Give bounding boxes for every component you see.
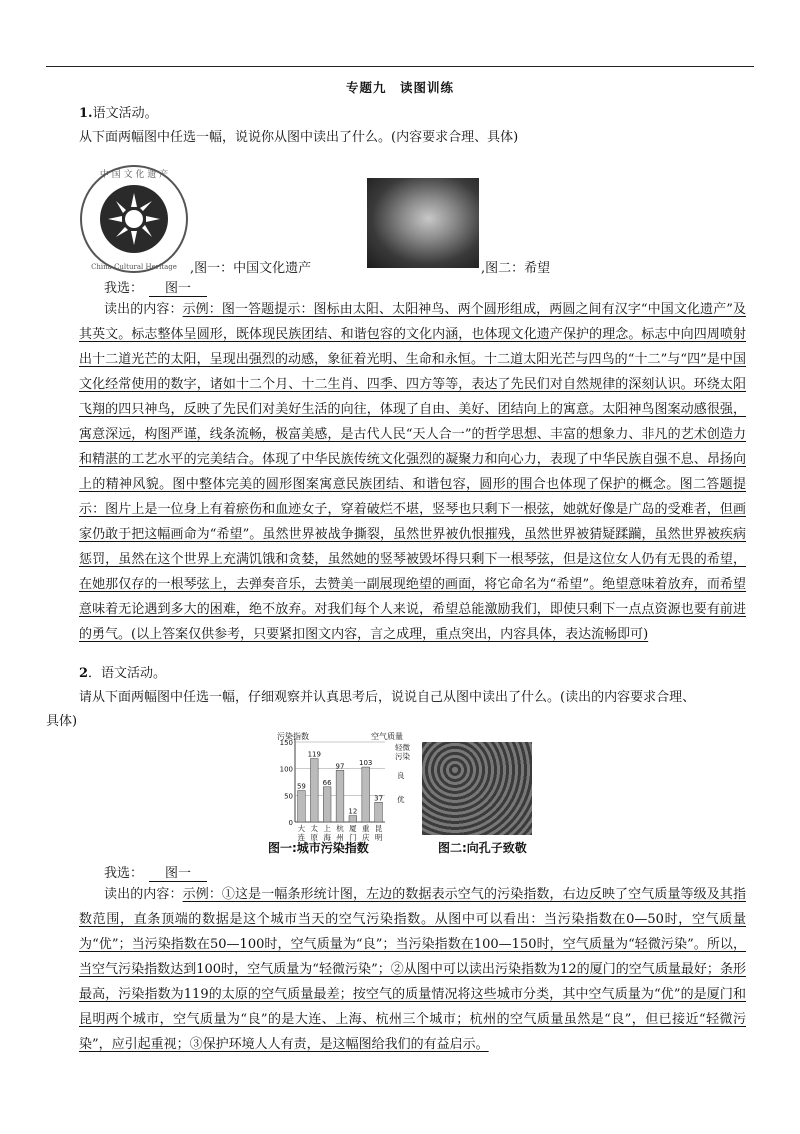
svg-text:China Cultural Heritage: China Cultural Heritage	[91, 263, 177, 271]
q1-answer-text: 示例：图一答题提示：图标由太阳、太阳神鸟、两个圆形组成，两圆之间有汉字“中国文化遗产”及其英文。标志整体呈圆形，既体现民族团结、和谐包容的文化内涵，也体现文化遗产保护的理念。标志中向四周喷射出十二道光芒的太阳，呈现出强烈的动感，象征着光明、生命和永恒。十二道太阳光芒与四鸟的“十二”与“四”是中国文化经常使用的数字，诸如十二个月、十二生肖、四季、四方等等，表达了先民们对自然规律的深刻认识。环绕太阳飞翔的四只神鸟，反映了先民们对美好生活的向往，体现了自由、美好、团结向上的寓意。太阳神鸟图案动感很强，寓意深远，构图严谨，线条流畅，极富美感，是古代人民“天人合一”的哲学思想、丰富的想象力、非凡的艺术创造力和精湛的工艺水平的完美结合。体现了中华民族传统文化强烈的凝聚力和向心力，表现了中华民族自强不息、昂扬向上的精神风貌。图中整体完美的圆形图案寓意民族团结、和谐包容，圆形的围合也体现了保护的概念。图二答题提示：图片上是一位身上有着瘀伤和血迹女子，穿着破烂不堪，竖琴也只剩下一根弦，她就好像是广岛的受难者，但画家仍敢于把这幅画命为“希望”。虽然世界被战争撕裂，虽然世界被仇恨摧残，虽然世界被猜疑蹂躏，虽然世界被疾病惩罚，虽然在这个世界上充满饥饿和贪婪，虽然她的竖琴被毁坏得只剩下一根琴弦，但是这位女人仍有无畏的希望，在她那仅存的一根琴弦上，去弹奏音乐，去赞美一副展现绝望的画面，将它命名为“希望”。绝望意味着放弃，而希望意味着无论遇到多大的困难，绝不放弃。对我们每个人来说，希望总能激励我们，即使只剩下一点点资源也要有前进的勇气。(以上答案仅供参考，只要紧扣图文内容，言之成理，重点突出，内容具体，表达流畅即可)	[79, 302, 746, 642]
q1-select-value: 图一	[149, 277, 207, 297]
q1-answer-block	[79, 297, 746, 647]
bar-1	[310, 759, 318, 822]
q2-answer-text: 示例：①这是一幅条形统计图，左边的数据表示空气的污染指数，右边反映了空气质量等级及其指数范围，直条顶端的数据是这个城市当天的空气污染指数。从图中可以看出：当污染指数在0—50时，空气质量为“优”；当污染指数在50—100时，空气质量为“良”；当污染指数在100—150时，空气质量为“轻微污染”。所以，当空气污染指数达到100时，空气质量为“轻微污染”；②从图中可以读出污染指数为12的厦门的空气质量最好；条形最高，污染指数为119的太原的空气质量最差；按空气的质量情况将这些城市分类，其中空气质量为“优”的是厦门和昆明两个城市，空气质量为“良”的是大连、上海、杭州三个城市；杭州的空气质量虽然是“良”，但已接近“轻微污染”，应引起重视；③保护环境人人有责，是这幅图给我们的有益启示。	[79, 887, 746, 1052]
bar-5	[362, 767, 370, 822]
category-label-3-0: 杭	[336, 824, 344, 833]
bar-value-5: 103	[359, 759, 373, 768]
category-label-4-0: 厦	[349, 824, 357, 833]
quality-level-1: 良	[397, 771, 405, 780]
category-label-0-0: 大	[297, 824, 306, 833]
category-label-5-0: 重	[361, 824, 370, 833]
q2-fig1-caption: 图一:城市污染指数	[268, 841, 369, 855]
bar-value-0: 59	[296, 782, 306, 791]
bar-0	[298, 791, 306, 822]
category-label-6-0: 昆	[374, 824, 383, 833]
q1-number: 1.	[79, 106, 93, 121]
quality-level-0-1: 污染	[395, 752, 410, 761]
header-rule	[46, 66, 754, 67]
q1-prompt: 从下面两幅图中任选一幅，说说你从图中读出了什么。(内容要求合理、具体)	[79, 130, 519, 145]
q1-select-label: 我选：	[104, 281, 144, 296]
svg-text:中 国 文 化 遗 产: 中 国 文 化 遗 产	[99, 170, 169, 180]
confucius-tribute-image	[422, 742, 532, 835]
hope-painting-image	[367, 178, 479, 268]
q2-fig2-caption: 图二:向孔子致敬	[438, 841, 527, 855]
category-label-3-1: 州	[336, 833, 344, 842]
q2-heading	[79, 664, 166, 684]
bar-value-1: 119	[307, 750, 321, 759]
category-label-5-1: 庆	[361, 833, 370, 842]
chart-y2label: 空气质量	[371, 732, 403, 741]
y-tick-100: 100	[279, 765, 293, 774]
q2-answer-block	[79, 882, 746, 1057]
y-tick-50: 50	[284, 792, 293, 801]
q1-select-row	[104, 277, 207, 297]
q1-fig1-caption: ,图一：中国文化遗产	[190, 261, 312, 276]
quality-level-2: 优	[397, 795, 405, 804]
quality-level-0-0: 轻微	[395, 743, 410, 752]
category-label-4-1: 门	[349, 833, 357, 842]
bar-6	[375, 802, 383, 822]
q2-select-label: 我选：	[104, 866, 144, 881]
q2-prompt-line2: 具体)	[46, 714, 78, 729]
q1-heading	[79, 104, 158, 124]
y-tick-0: 0	[288, 819, 293, 827]
bar-3	[336, 770, 344, 822]
q2-select-row	[104, 862, 207, 882]
y-tick-150: 150	[279, 739, 293, 747]
q2-number: 2	[79, 666, 89, 681]
chart-ylabel: 污染指数	[277, 732, 309, 741]
category-label-2-0: 上	[323, 824, 331, 833]
category-label-1-0: 太	[310, 824, 319, 833]
page-title: 专题九 读图训练	[345, 80, 454, 95]
bar-value-6: 37	[374, 794, 384, 803]
bar-value-3: 97	[335, 762, 345, 771]
bar-2	[323, 787, 331, 822]
q2-select-value: 图一	[149, 862, 207, 882]
category-label-1-1: 原	[310, 833, 319, 842]
q2-read-label: 读出的内容：	[104, 887, 183, 902]
cultural-heritage-logo	[78, 163, 190, 275]
pollution-index-chart	[275, 730, 415, 850]
category-label-2-1: 海	[323, 833, 331, 842]
bar-value-4: 12	[348, 807, 358, 816]
q1-fig2-caption: ,图二：希望	[481, 261, 551, 276]
q2-label: ．语文活动。	[88, 666, 167, 681]
category-label-0-1: 连	[297, 833, 306, 842]
bar-value-2: 66	[322, 778, 332, 787]
category-label-6-1: 明	[374, 833, 383, 842]
bar-4	[349, 816, 357, 822]
q1-label: 语文活动。	[92, 106, 158, 121]
q2-prompt-line1: 请从下面两幅图中任选一幅，仔细观察并认真思考后，说说自己从图中读出了什么。(读出的内容要求合理、	[79, 690, 696, 705]
q1-read-label: 读出的内容：	[104, 302, 183, 317]
